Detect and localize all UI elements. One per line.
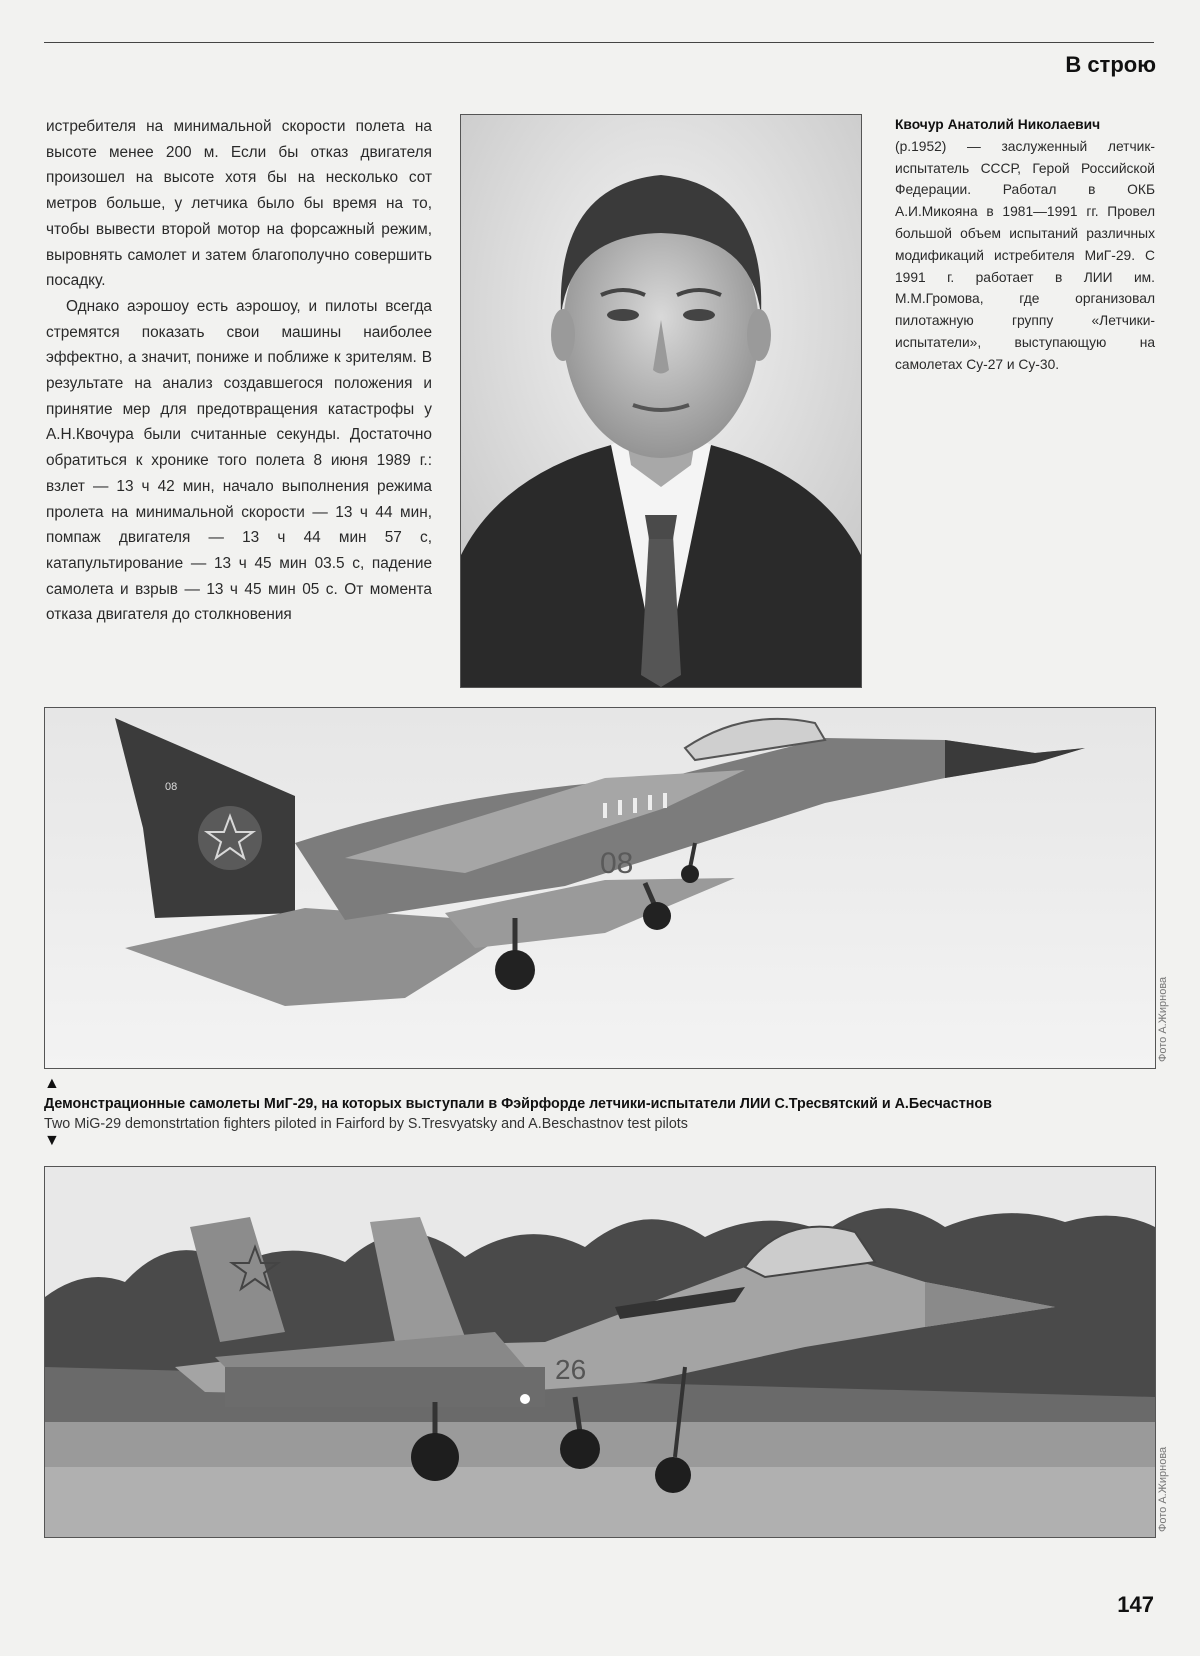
bio-text: (р.1952) — заслуженный летчик-испытатель СССР, Герой Российской Федерации. Работал в ОКБ А.И.Микояна в 1981—1991 гг. Провел большой объем испытаний различных модификаций истребителя МиГ-29. С 1991 г. работает в ЛИИ им. М.М.Громова, где организовал пилотажную группу «Летчики-испытатели», выступающую на самолетах Су-27 и Су-30. <box>895 138 1155 372</box>
portrait-illustration <box>461 115 861 687</box>
header-rule <box>44 42 1154 43</box>
bio-name: Квочур Анатолий Николаевич <box>895 117 1101 132</box>
section-title: В строю <box>1065 52 1156 77</box>
caption-english: Two MiG-29 demonstrtation fighters piloted in Fairford by S.Tresvyatsky and A.Beschastnov test pilots <box>44 1116 688 1132</box>
plane2-side-number: 26 <box>555 1354 587 1385</box>
caption-up-arrow-icon: ▲ <box>44 1075 60 1092</box>
plane2-photo-credit: Фото А.Жирнова <box>1157 1446 1169 1532</box>
plane1-photo-credit: Фото А.Жирнова <box>1157 976 1169 1062</box>
mig29-ground-photo <box>44 1166 1156 1538</box>
paragraph-2: Однако аэрошоу есть аэрошоу, и пилоты всегда стремятся показать свои машины наиболее эффектно, а значит, пониже и поближе к зрителям. В результате на анализ создавшегося положения и принятие мер для предотвращения катастрофы у А.Н.Квочура были считанные секунды. Достаточно обратиться к хронике того полета 8 июня 1989 г.: взлет — 13 ч 42 мин, начало выполнения режима пролета на минимальной скорости — 13 ч 44 мин, помпаж двигателя — 13 ч 44 мин 57 с, катапультирование — 13 ч 45 мин 03.5 с, падение самолета и взрыв — 13 ч 45 мин 05 с. От момента отказа двигателя до столкновения <box>46 297 432 624</box>
mig29-in-flight-illustration <box>45 708 1155 1068</box>
main-article-text <box>46 114 432 628</box>
pilot-bio <box>895 114 1155 376</box>
caption-russian: Демонстрационные самолеты МиГ-29, на которых выступали в Фэйрфорде летчики-испытатели ЛИИ С.Тресвятский и А.Бесчастнов <box>44 1096 992 1112</box>
plane1-side-number: 08 <box>600 847 634 880</box>
paragraph-1: истребителя на минимальной скорости полета на высоте менее 200 м. Если бы отказ двигателя произошел на высоте хотя бы на несколько сот метров больше, у летчика было бы время на то, чтобы вывести второй мотор на форсажный режим, выровнять самолет и затем благополучно совершить посадку. <box>46 118 432 290</box>
pilot-portrait-photo <box>460 114 862 688</box>
page-number: 147 <box>1117 1592 1154 1617</box>
caption-down-arrow-icon: ▼ <box>44 1132 60 1149</box>
plane1-tail-number: 08 <box>165 781 178 793</box>
mig29-on-runway-illustration <box>45 1167 1155 1537</box>
mig29-flight-photo <box>44 707 1156 1069</box>
